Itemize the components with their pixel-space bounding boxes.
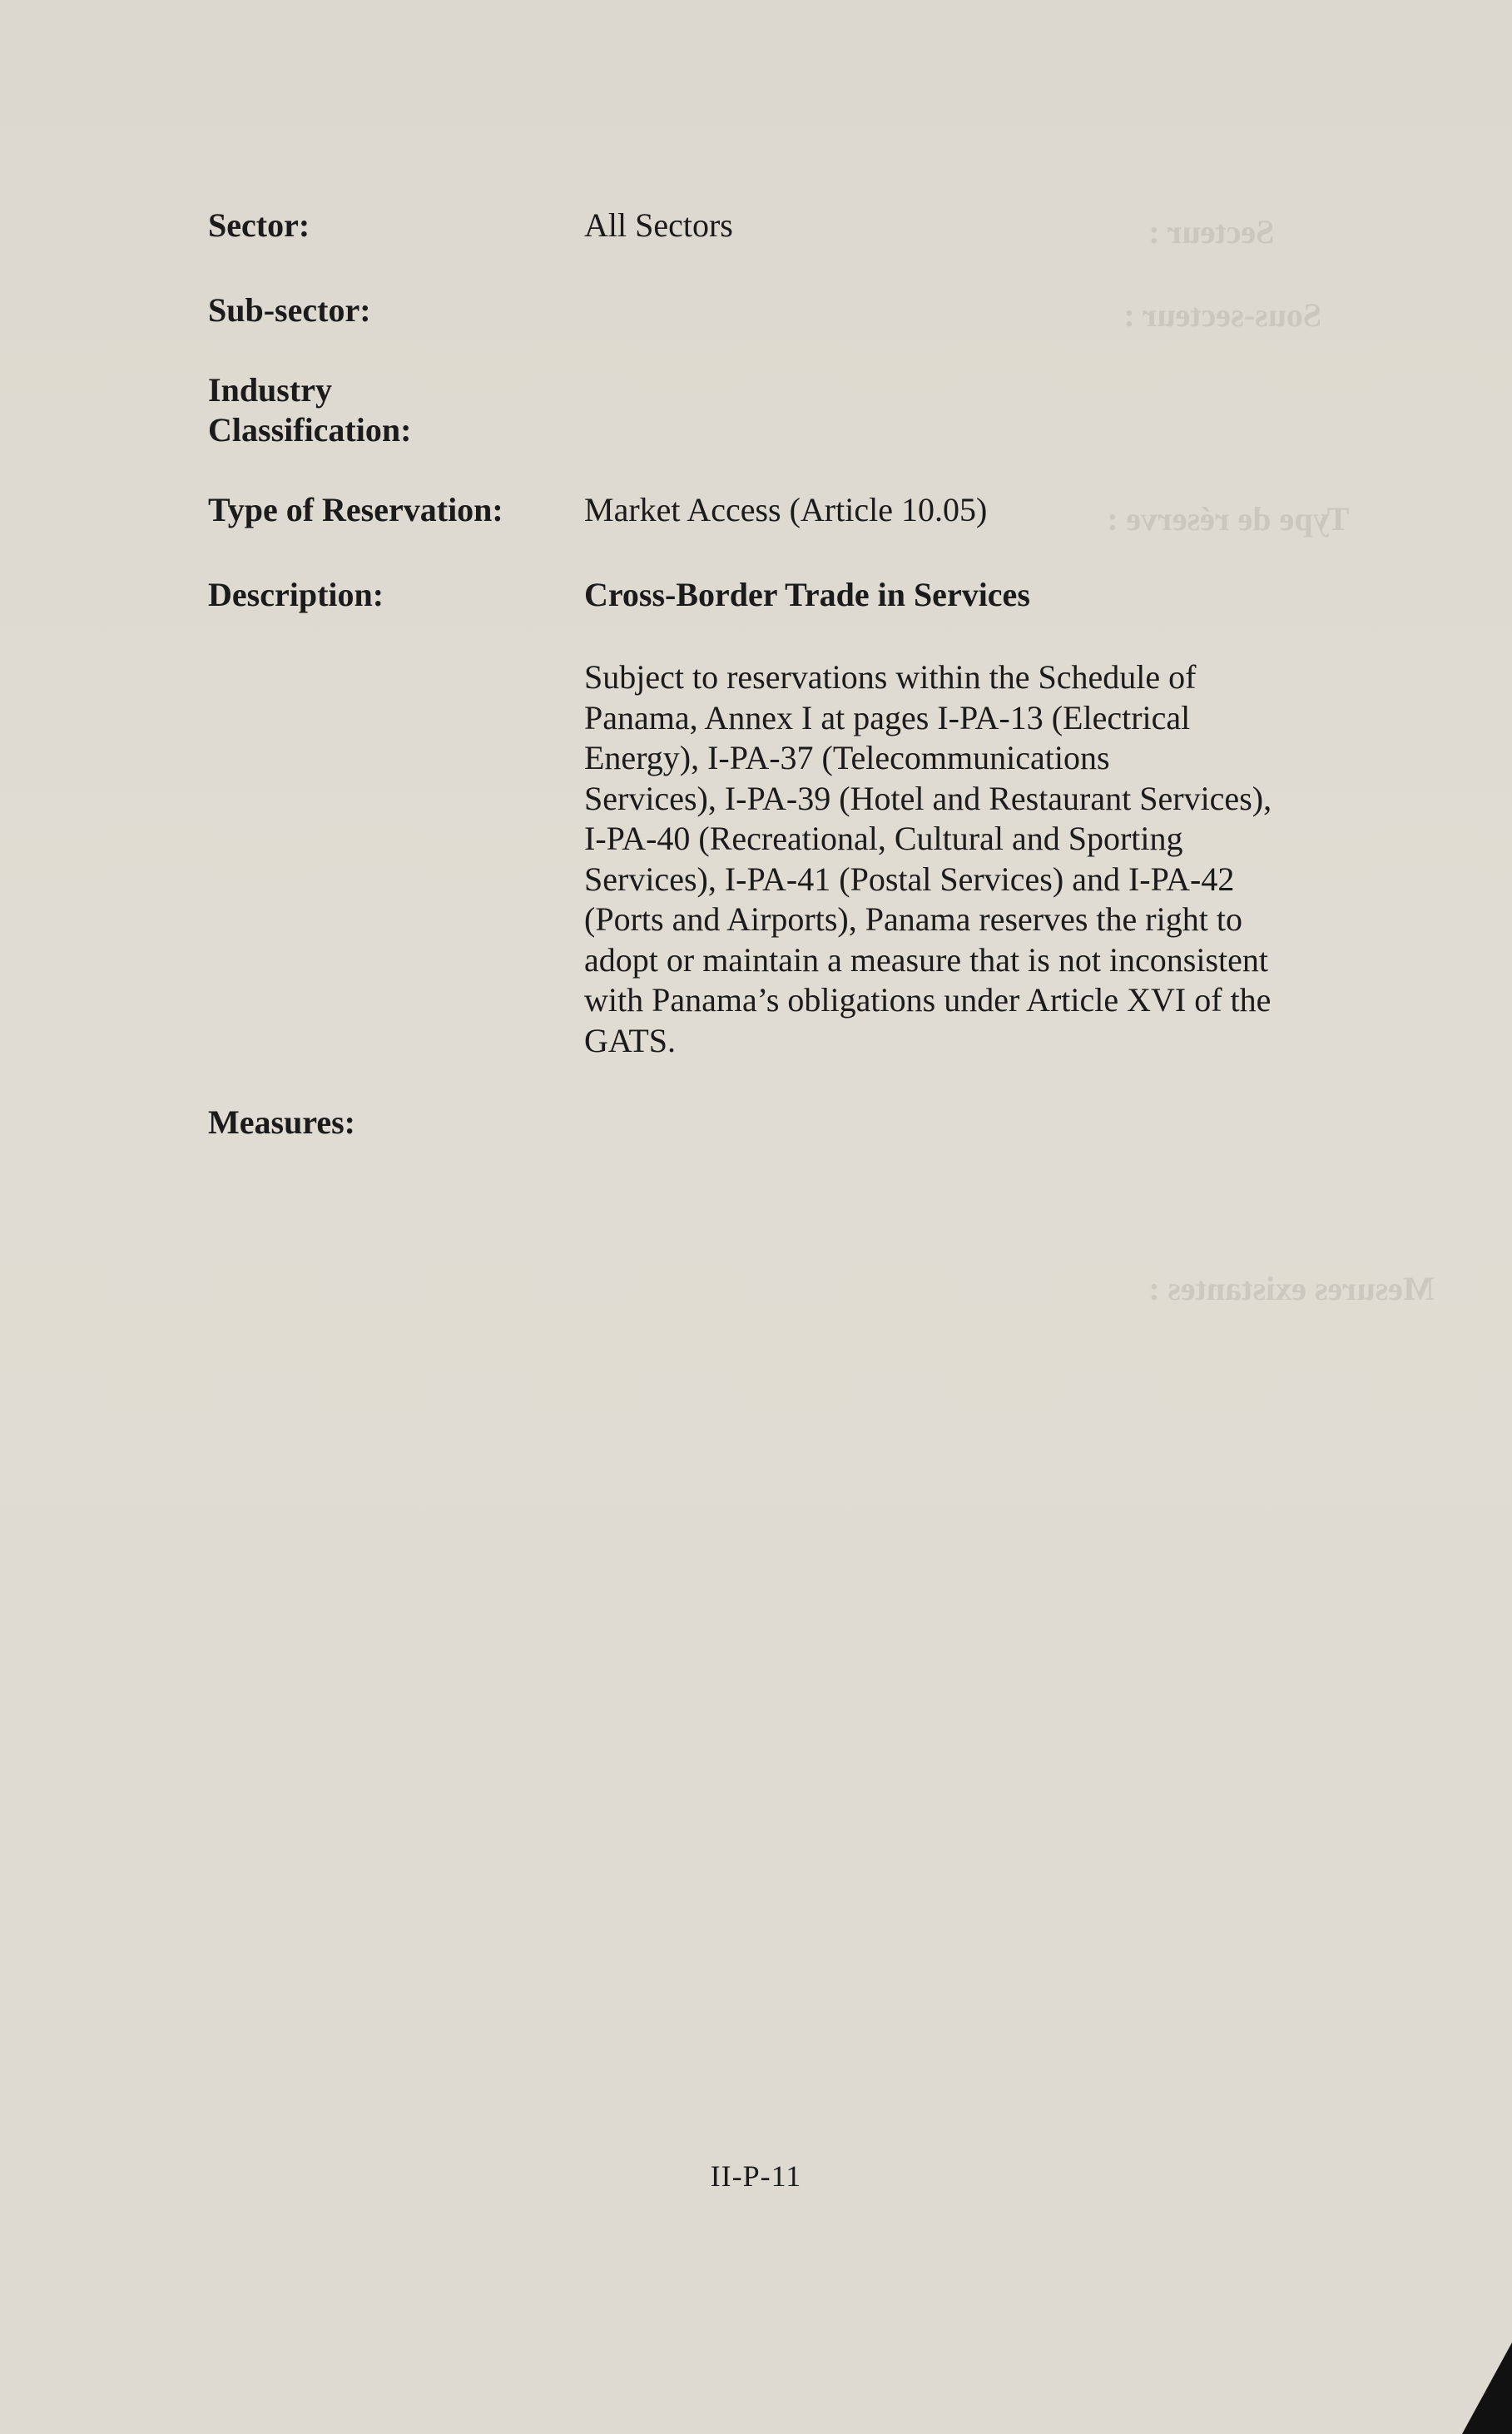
reservation-type-value: Market Access (Article 10.05) (584, 491, 988, 528)
description-line: Services), I-PA-41 (Postal Services) and I-PA-42 (584, 860, 1235, 898)
sector-label: Sector: (208, 206, 310, 244)
description-line: Panama, Annex I at pages I-PA-13 (Electrical (584, 698, 1191, 736)
description-line: Services), I-PA-39 (Hotel and Restaurant Services), (584, 779, 1272, 817)
description-line: adopt or maintain a measure that is not inconsistent (584, 940, 1269, 979)
bleed-through-text: Sous-secteur : (1123, 296, 1322, 334)
description-line: GATS. (584, 1021, 677, 1059)
industry-classification-label-line2: Classification: (208, 411, 412, 449)
bleed-through-text: Secteur : (1148, 213, 1275, 250)
description-line: Energy), I-PA-37 (Telecommunications (584, 739, 1110, 776)
bleed-through-text: Mesures existantes : (1148, 1270, 1435, 1307)
bleed-through-text: Type de réserve : (1107, 500, 1350, 538)
description-line: I-PA-40 (Recreational, Cultural and Sporting (584, 820, 1183, 857)
description-line: (Ports and Airports), Panama reserves the right to (584, 900, 1242, 938)
measures-label: Measures: (208, 1103, 355, 1141)
page-corner-shadow (1462, 2342, 1512, 2434)
description-line: with Panama’s obligations under Article XVI of the (584, 981, 1272, 1019)
reservation-type-label: Type of Reservation: (208, 491, 503, 528)
page-number: II-P-11 (710, 2159, 802, 2193)
description-body (584, 657, 1333, 1061)
industry-classification-label-line1: Industry (208, 371, 332, 409)
description-heading: Cross-Border Trade in Services (584, 576, 1030, 613)
description-line: Subject to reservations within the Schedule of (584, 658, 1197, 696)
description-label: Description: (208, 576, 384, 613)
sector-value: All Sectors (584, 206, 733, 244)
subsector-label: Sub-sector: (208, 291, 371, 329)
